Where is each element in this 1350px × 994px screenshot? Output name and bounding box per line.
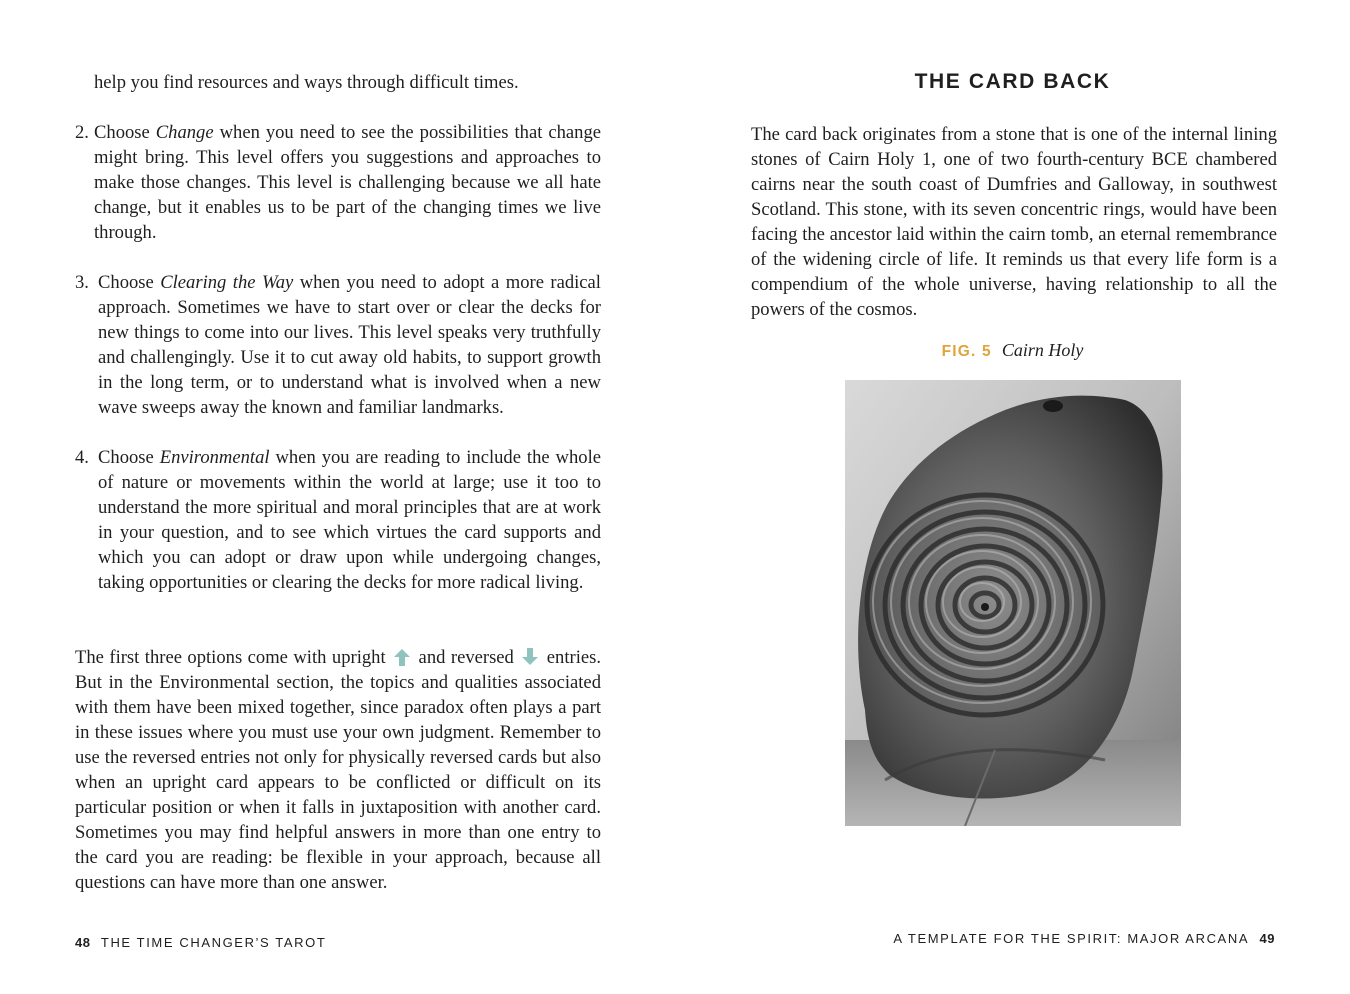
list-number: 4. xyxy=(75,447,89,468)
arrow-up-icon xyxy=(392,647,412,667)
page-number: 49 xyxy=(1259,931,1275,946)
arrow-down-icon xyxy=(520,647,540,667)
continuation-text: help you find resources and ways through difficult times. xyxy=(94,72,519,93)
list-number: 3. xyxy=(75,272,89,293)
level-name: Clearing the Way xyxy=(160,272,294,293)
list-item-environmental xyxy=(75,445,601,595)
section-heading: THE CARD BACK xyxy=(914,70,1111,93)
running-title: A TEMPLATE FOR THE SPIRIT: MAJOR ARCANA xyxy=(893,931,1250,946)
figure-caption xyxy=(675,340,1350,361)
list-number: 2. xyxy=(75,122,89,143)
body-paragraph: The card back originates from a stone that is one of the internal lining stones of Cairn Holy 1, one of two fourth-century BCE chambered cairns near the south coast of Dumfries and Galloway, in southwest Scotland. This stone, with its seven concentric rings, would have been facing the ancestor laid within the cairn tomb, an eternal remembrance of the widening circle of life. It reminds us that every life form is a compendium of the whole universe, having relationship to all the powers of the cosmos. xyxy=(751,124,1277,320)
running-title: THE TIME CHANGER’S TAROT xyxy=(100,935,327,950)
list-item-body: Choose Clearing the Way when you need to adopt a more radical approach. Sometimes we have to start over or clear the decks for new things to come into our lives. This level speaks very truthfully and challengingly. Use it to cut away old habits, to support growth in the long term, or to understand what is involved when a new wave sweeps away the known and familiar landmarks. xyxy=(98,272,601,418)
level-name: Change xyxy=(155,122,214,143)
list-item-body: Choose Change when you need to see the possibilities that change might bring. This level offers you suggestions and approaches to make those changes. This level is challenging because we all hate change, but it enables us to be part of the changing times we live through. xyxy=(94,122,601,243)
page-footer xyxy=(893,931,1275,946)
right-page xyxy=(675,0,1350,994)
list-item-change xyxy=(75,120,601,245)
page-number: 48 xyxy=(75,935,91,950)
body-paragraph: The first three options come with upright and reversed entries. But in the Environmental section, the topics and qualities associated with them have been mixed together, since paradox often plays a part in these issues where you must use your own judgment. Remember to use the reversed entries not only for physically reversed cards but also when an upright card appears to be conflicted or difficult on its particular position or when it falls in juxtaposition with another card. Sometimes you may find helpful answers in more than one entry to the card you are reading: be flexible in your approach, because all questions can have more than one answer. xyxy=(75,647,602,893)
cairn-holy-stone-photo xyxy=(845,380,1181,826)
level-name: Environmental xyxy=(159,447,270,468)
figure-title: Cairn Holy xyxy=(1001,340,1084,360)
figure-number: FIG. 5 xyxy=(941,343,992,360)
page-footer xyxy=(75,935,326,950)
list-item-clearing-the-way xyxy=(75,270,601,420)
list-item-body: Choose Environmental when you are reading to include the whole of nature or movements within the world at large; use it too to understand the more spiritual and moral principles that are at work in your question, and to see which virtues the card supports and which you can adopt or draw upon while undergoing changes, taking opportunities or clearing the decks for more radical living. xyxy=(98,447,601,593)
